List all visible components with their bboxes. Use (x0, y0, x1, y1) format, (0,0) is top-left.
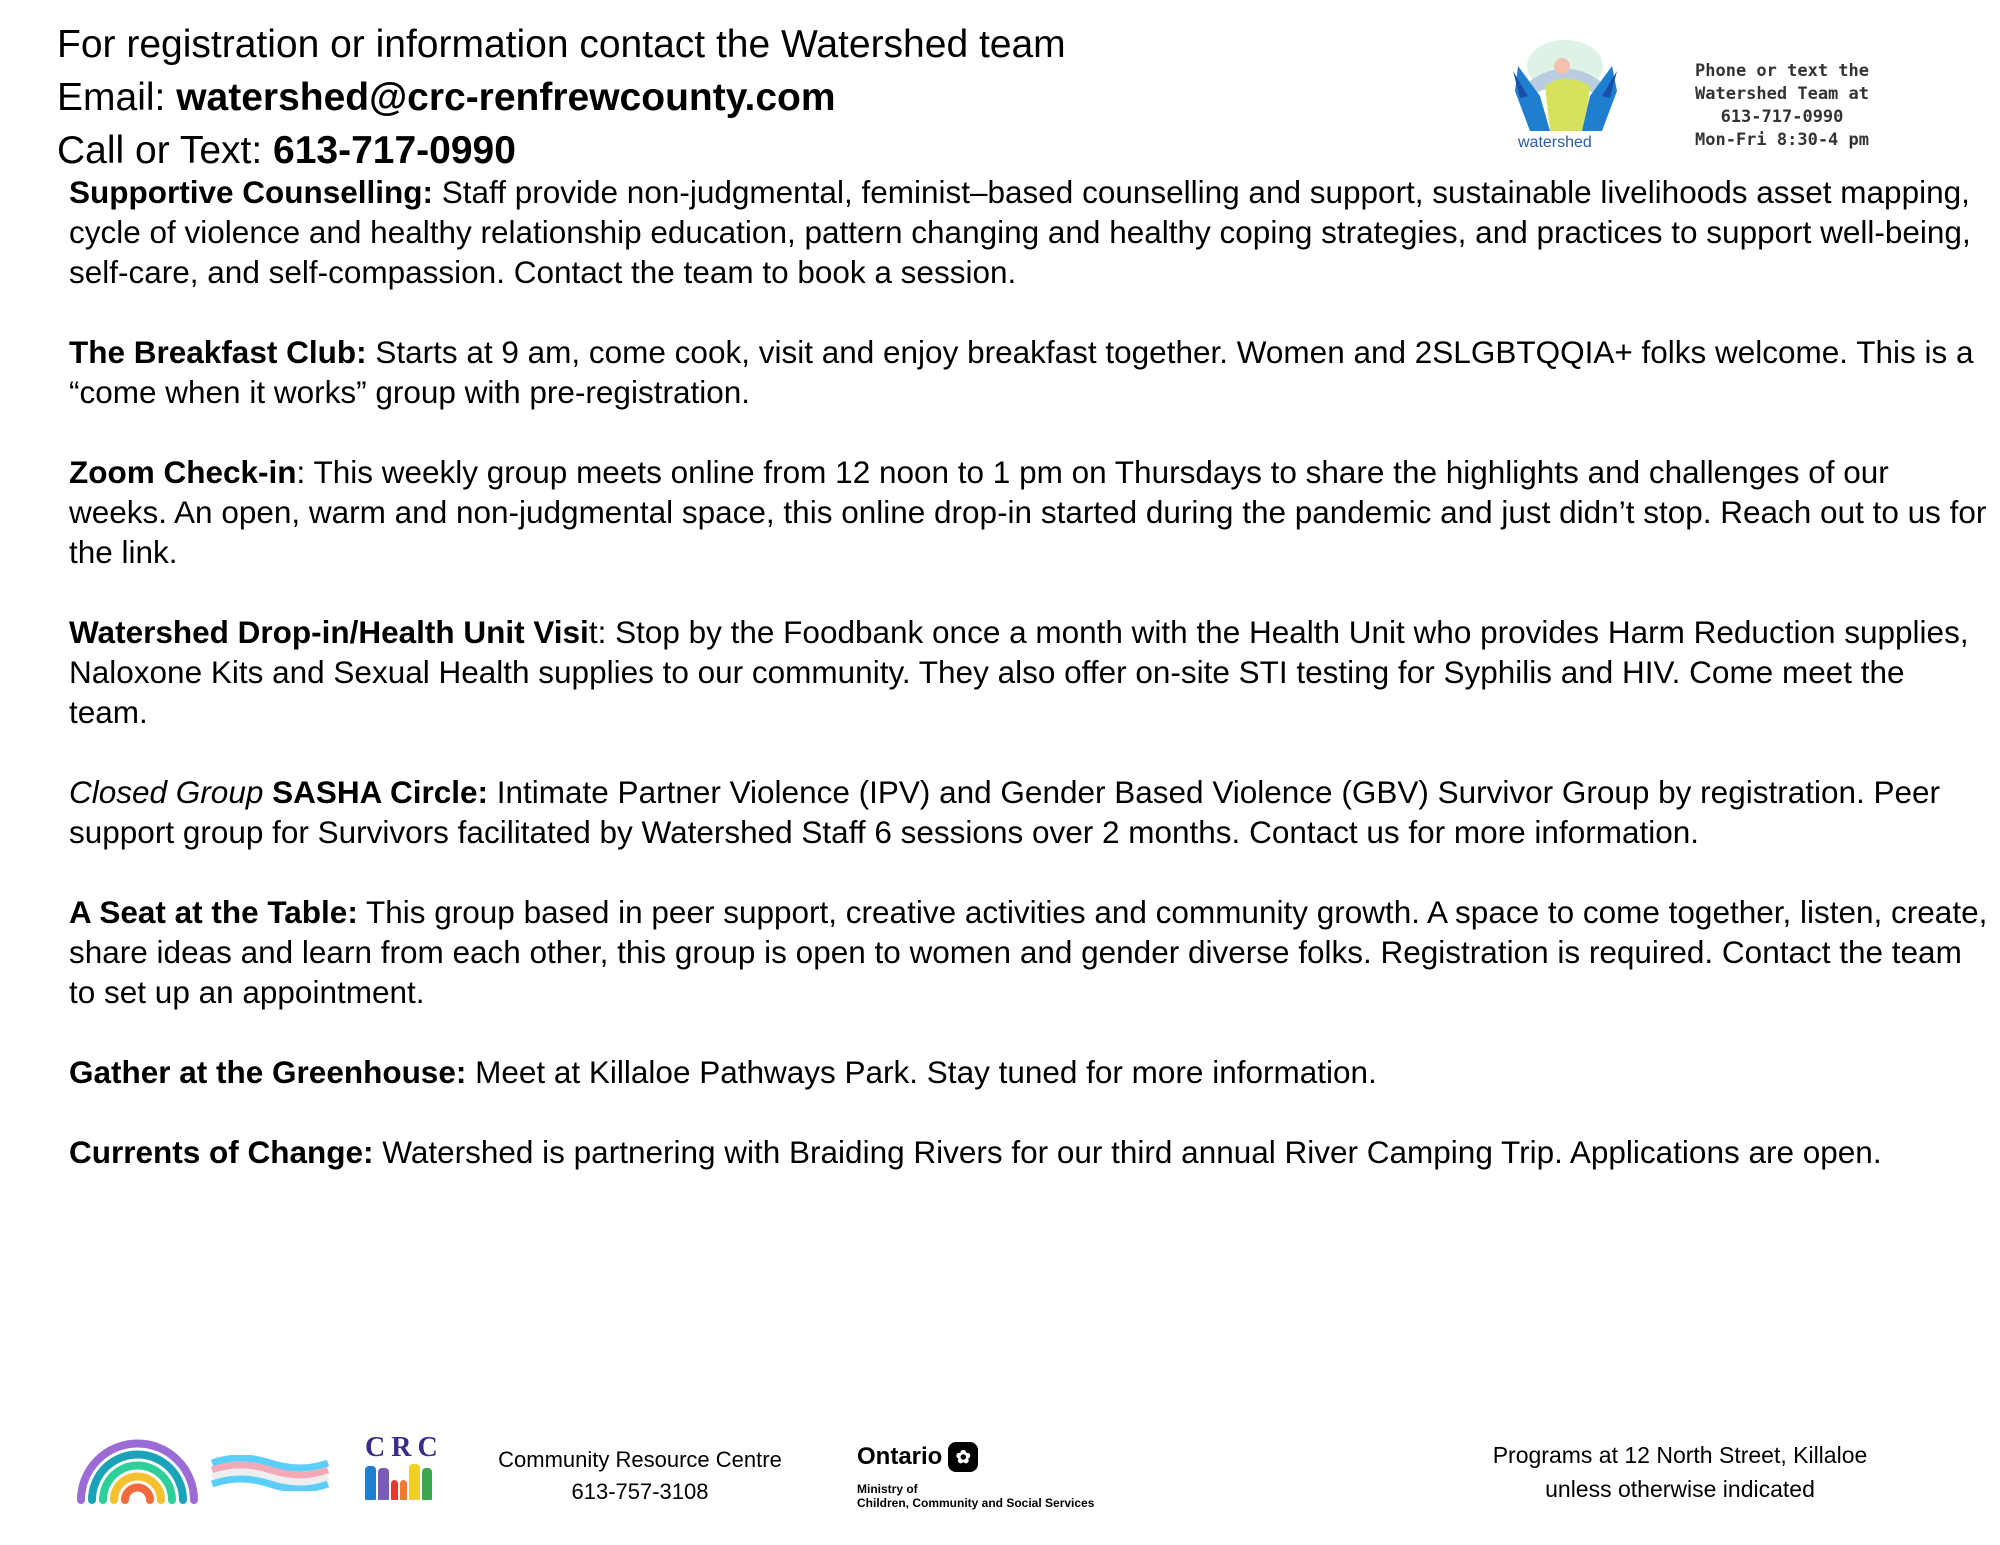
program-list (69, 172, 1989, 1212)
phone-note (1672, 60, 1892, 152)
program-breakfast-club (69, 332, 1989, 412)
program-description: Intimate Partner Violence (IPV) and Gender Based Violence (GBV) Survivor Group by registration. Peer support group for Survivors facilitated by Watershed Staff 6 sessions over 2 months. Contact us for more information. (69, 774, 1941, 850)
program-title: Gather at the Greenhouse: (69, 1054, 467, 1090)
phone-note-line: 613-717-0990 (1720, 107, 1844, 127)
crc-phone: 613-757-3108 (571, 1479, 709, 1504)
program-description: : This weekly group meets online from 12 noon to 1 pm on Thursdays to share the highlights and challenges of our weeks. An open, warm and non-judgmental space, this online drop-in started during the pandemic and just didn’t stop. Reach out to us for the link. (69, 454, 1987, 570)
contact-block (57, 18, 1066, 177)
program-title: A Seat at the Table: (69, 894, 358, 930)
program-description: This group based in peer support, creative activities and community growth. A space to come together, listen, create, share ideas and learn from each other, this group is open to women and gender diverse folks. Registration is required. Contact the team to set up an appointment. (69, 894, 1988, 1010)
hands-holding-water-icon (1510, 36, 1620, 136)
program-seat-at-the-table (69, 892, 1989, 1012)
program-title: Currents of Change: (69, 1134, 374, 1170)
ontario-wordmark: Ontario (857, 1443, 943, 1470)
email-line (57, 71, 1066, 124)
program-zoom-check-in (69, 452, 1989, 572)
crc-contact (470, 1444, 810, 1508)
program-description: t: Stop by the Foodbank once a month with the Health Unit who provides Harm Reduction supplies, Naloxone Kits and Sexual Health supplies to our community. They also offer on-site STI testing for Syphilis and HIV. Come meet the team. (69, 614, 1969, 730)
address-line: Programs at 12 North Street, Killaloe (1492, 1442, 1868, 1468)
watershed-logo-label: watershed (1518, 134, 1592, 151)
program-title: Supportive Counselling: (69, 174, 434, 210)
email-link[interactable]: watershed@crc-renfrewcounty.com (176, 76, 836, 119)
program-description: Meet at Killaloe Pathways Park. Stay tuned for more information. (466, 1054, 1377, 1090)
trillium-icon: ✿ (948, 1442, 978, 1472)
program-currents-of-change (69, 1132, 1989, 1172)
program-sasha-circle (69, 772, 1989, 852)
program-title: The Breakfast Club: (69, 334, 367, 370)
program-description: Starts at 9 am, come cook, visit and enjoy breakfast together. Women and 2SLGBTQQIA+ folks welcome. This is a “come when it works” group with pre-registration. (69, 334, 1974, 410)
trans-flag-icon (210, 1455, 330, 1491)
ministry-line: Ministry of (857, 1482, 918, 1496)
program-address (1440, 1438, 1920, 1506)
crc-logo (365, 1432, 445, 1500)
crc-name: Community Resource Centre (498, 1447, 782, 1472)
family-icon (365, 1464, 445, 1500)
phone-note-line: Mon-Fri 8:30-4 pm (1695, 130, 1869, 150)
program-drop-in-health-unit (69, 612, 1989, 732)
phone-link[interactable]: 613-717-0990 (273, 129, 516, 172)
program-supportive-counselling (69, 172, 1989, 292)
phone-note-line: Phone or text the (1695, 61, 1869, 81)
program-qualifier: Closed Group (69, 774, 273, 810)
program-title: Zoom Check-in (69, 454, 297, 490)
program-description: Watershed is partnering with Braiding Rivers for our third annual River Camping Trip. Applications are open. (373, 1134, 1882, 1170)
program-title: SASHA Circle: (272, 774, 488, 810)
phone-label: Call or Text: (57, 129, 274, 172)
program-title: Watershed Drop-in/Health Unit Visi (69, 614, 589, 650)
footer (0, 1420, 2000, 1530)
ministry-name (857, 1482, 1094, 1510)
address-line: unless otherwise indicated (1545, 1476, 1815, 1502)
email-label: Email: (57, 76, 177, 119)
rainbow-icon (75, 1434, 200, 1504)
program-gather-at-greenhouse (69, 1052, 1989, 1092)
contact-intro: For registration or information contact the Watershed team (57, 23, 1066, 66)
phone-line (57, 124, 1066, 177)
program-description: Staff provide non-judgmental, feminist–based counselling and support, sustainable livelihoods asset mapping, cycle of violence and healthy relationship education, pattern changing and healthy coping strategies, and practices to support well-being, self-care, and self-compassion. Contact the team to book a session. (69, 174, 1971, 290)
crc-letters: CRC (365, 1432, 444, 1463)
phone-note-line: Watershed Team at (1695, 84, 1869, 104)
ontario-logo (857, 1442, 1094, 1510)
ministry-line: Children, Community and Social Services (857, 1496, 1095, 1510)
